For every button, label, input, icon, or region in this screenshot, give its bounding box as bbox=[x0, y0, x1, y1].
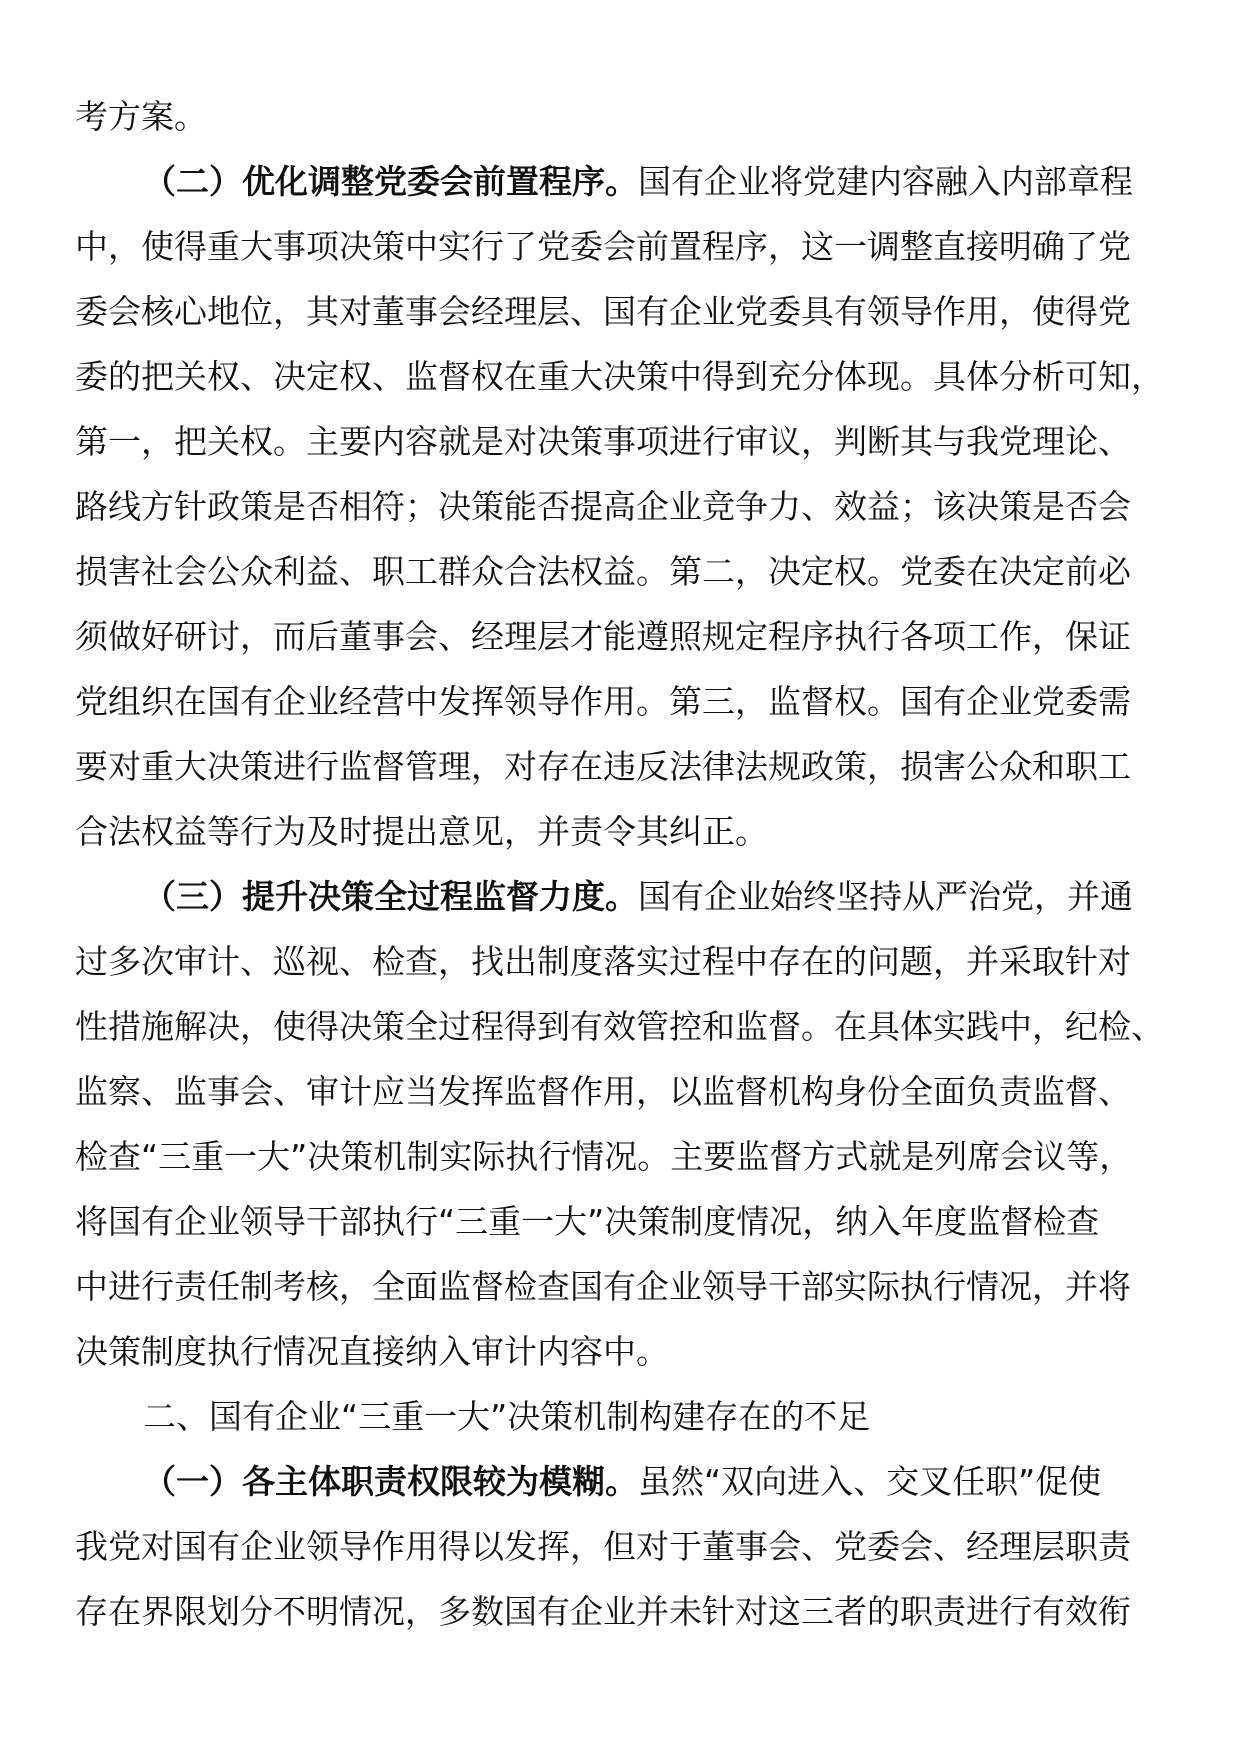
text-line: 要对重大决策进行监督管理，对存在违反法律法规政策，损害公众和职工 bbox=[75, 747, 1131, 786]
paragraph-first-line bbox=[75, 1449, 1175, 1514]
text-span: 国有企业始终坚持从严治党，并通 bbox=[638, 877, 1133, 916]
text-line: 我党对国有企业领导作用得以发挥，但对于董事会、党委会、经理层职责 bbox=[75, 1527, 1131, 1566]
section-heading: （三）提升决策全过程监督力度。 bbox=[143, 877, 638, 916]
text-line: 检查“三重一大”决策机制实际执行情况。主要监督方式就是列席会议等， bbox=[75, 1137, 1133, 1176]
text-line: 中进行责任制考核，全面监督检查国有企业领导干部实际执行情况，并将 bbox=[75, 1267, 1131, 1306]
text-line: 过多次审计、巡视、检查，找出制度落实过程中存在的问题，并采取针对 bbox=[75, 942, 1131, 981]
text-line: 中，使得重大事项决策中实行了党委会前置程序，这一调整直接明确了党 bbox=[75, 227, 1131, 266]
paragraph-first-line bbox=[75, 864, 1175, 929]
text-line: 性措施解决，使得决策全过程得到有效管控和监督。在具体实践中，纪检、 bbox=[75, 1007, 1164, 1046]
text-line: 委的把关权、决定权、监督权在重大决策中得到充分体现。具体分析可知， bbox=[75, 357, 1164, 396]
paragraph-first-line bbox=[75, 149, 1175, 214]
text-line: 党组织在国有企业经营中发挥领导作用。第三，监督权。国有企业党委需 bbox=[75, 682, 1131, 721]
text-line: 监察、监事会、审计应当发挥监督作用，以监督机构身份全面负责监督、 bbox=[75, 1072, 1131, 1111]
text-span: 虽然“双向进入、交叉任职”促使 bbox=[638, 1462, 1102, 1501]
chapter-heading: 二、国有企业“三重一大”决策机制构建存在的不足 bbox=[143, 1397, 871, 1436]
section-heading: （二）优化调整党委会前置程序。 bbox=[143, 162, 638, 201]
text-line: 路线方针政策是否相符；决策能否提高企业竞争力、效益；该决策是否会 bbox=[75, 487, 1131, 526]
text-line: 须做好研讨，而后董事会、经理层才能遵照规定程序执行各项工作，保证 bbox=[75, 617, 1131, 656]
section-heading: （一）各主体职责权限较为模糊。 bbox=[143, 1462, 638, 1501]
text-line: 第一，把关权。主要内容就是对决策事项进行审议，判断其与我党理论、 bbox=[75, 422, 1131, 461]
text-line: 存在界限划分不明情况，多数国有企业并未针对这三者的职责进行有效衔 bbox=[75, 1592, 1131, 1631]
document-page bbox=[75, 84, 1175, 1644]
text-line: 考方案。 bbox=[75, 97, 207, 136]
text-line: 将国有企业领导干部执行“三重一大”决策制度情况，纳入年度监督检查 bbox=[75, 1202, 1100, 1241]
text-line: 合法权益等行为及时提出意见，并责令其纠正。 bbox=[75, 812, 768, 851]
text-span: 国有企业将党建内容融入内部章程 bbox=[638, 162, 1133, 201]
text-line: 委会核心地位，其对董事会经理层、国有企业党委具有领导作用，使得党 bbox=[75, 292, 1131, 331]
text-line: 决策制度执行情况直接纳入审计内容中。 bbox=[75, 1332, 669, 1371]
text-line: 损害社会公众利益、职工群众合法权益。第二，决定权。党委在决定前必 bbox=[75, 552, 1131, 591]
